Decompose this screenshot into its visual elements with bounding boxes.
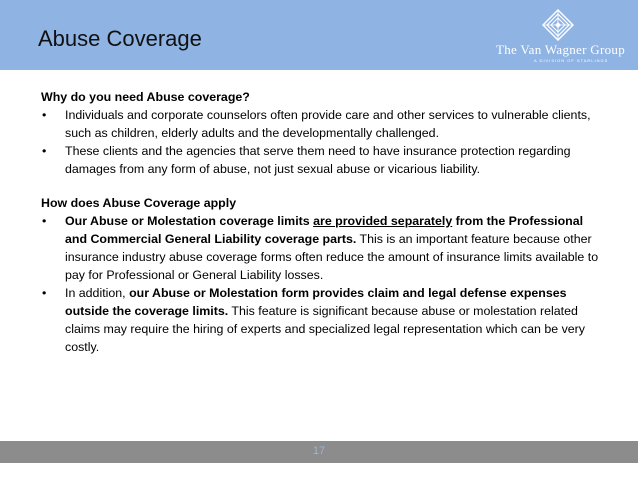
bullet-text: Individuals and corporate counselors often provide care and other services to vulnerable clients, such as children, elderly adults and the developmentally challenged. — [65, 108, 591, 140]
slide-body — [41, 88, 601, 356]
slide-footer — [0, 441, 638, 463]
bullet-bold-text: our Abuse or Molestation form provides claim and legal defense expenses outside the coverage limits. — [65, 286, 567, 318]
slide-header — [0, 0, 638, 70]
bullet-vulnerable-clients — [41, 106, 601, 142]
bullet-text: These clients and the agencies that serve them need to have insurance protection regarding damages from any form of abuse, not just sexual abuse or vicarious liability. — [65, 144, 571, 176]
section-heading-how: How does Abuse Coverage apply — [41, 196, 237, 210]
section-spacer — [41, 178, 601, 194]
company-logo-name: The Van Wagner Group — [496, 42, 626, 57]
bullet-defense-expenses — [41, 284, 601, 356]
company-logo-tagline: A DIVISION OF STARLINGS — [534, 58, 609, 63]
bullet-insurance-protection — [41, 142, 601, 178]
bullet-marker: • — [42, 144, 47, 158]
bullet-text: This is an important feature because other insurance industry abuse coverage forms often reduce the amount of insurance limits available to pay for Professional or General Liability losses. — [65, 232, 599, 282]
bullet-marker: • — [42, 214, 47, 228]
company-logo-icon — [542, 9, 574, 41]
page-number: 17 — [312, 445, 326, 457]
slide-title: Abuse Coverage — [38, 26, 202, 51]
bullet-underlined-text: are provided separately — [313, 214, 453, 228]
bullet-marker: • — [42, 108, 47, 122]
bullet-marker: • — [42, 286, 47, 300]
section-heading-why: Why do you need Abuse coverage? — [41, 90, 250, 104]
bullet-limits-separate — [41, 212, 601, 284]
bullet-text: In addition, — [65, 286, 130, 300]
bullet-bold-text: Our Abuse or Molestation coverage limits — [65, 214, 314, 228]
bullet-text: This feature is significant because abuse or molestation related claims may require the hiring of experts and specialized legal representation which can be very costly. — [65, 304, 585, 354]
bullet-bold-text: from the Professional and Commercial General Liability coverage parts. — [65, 214, 584, 246]
